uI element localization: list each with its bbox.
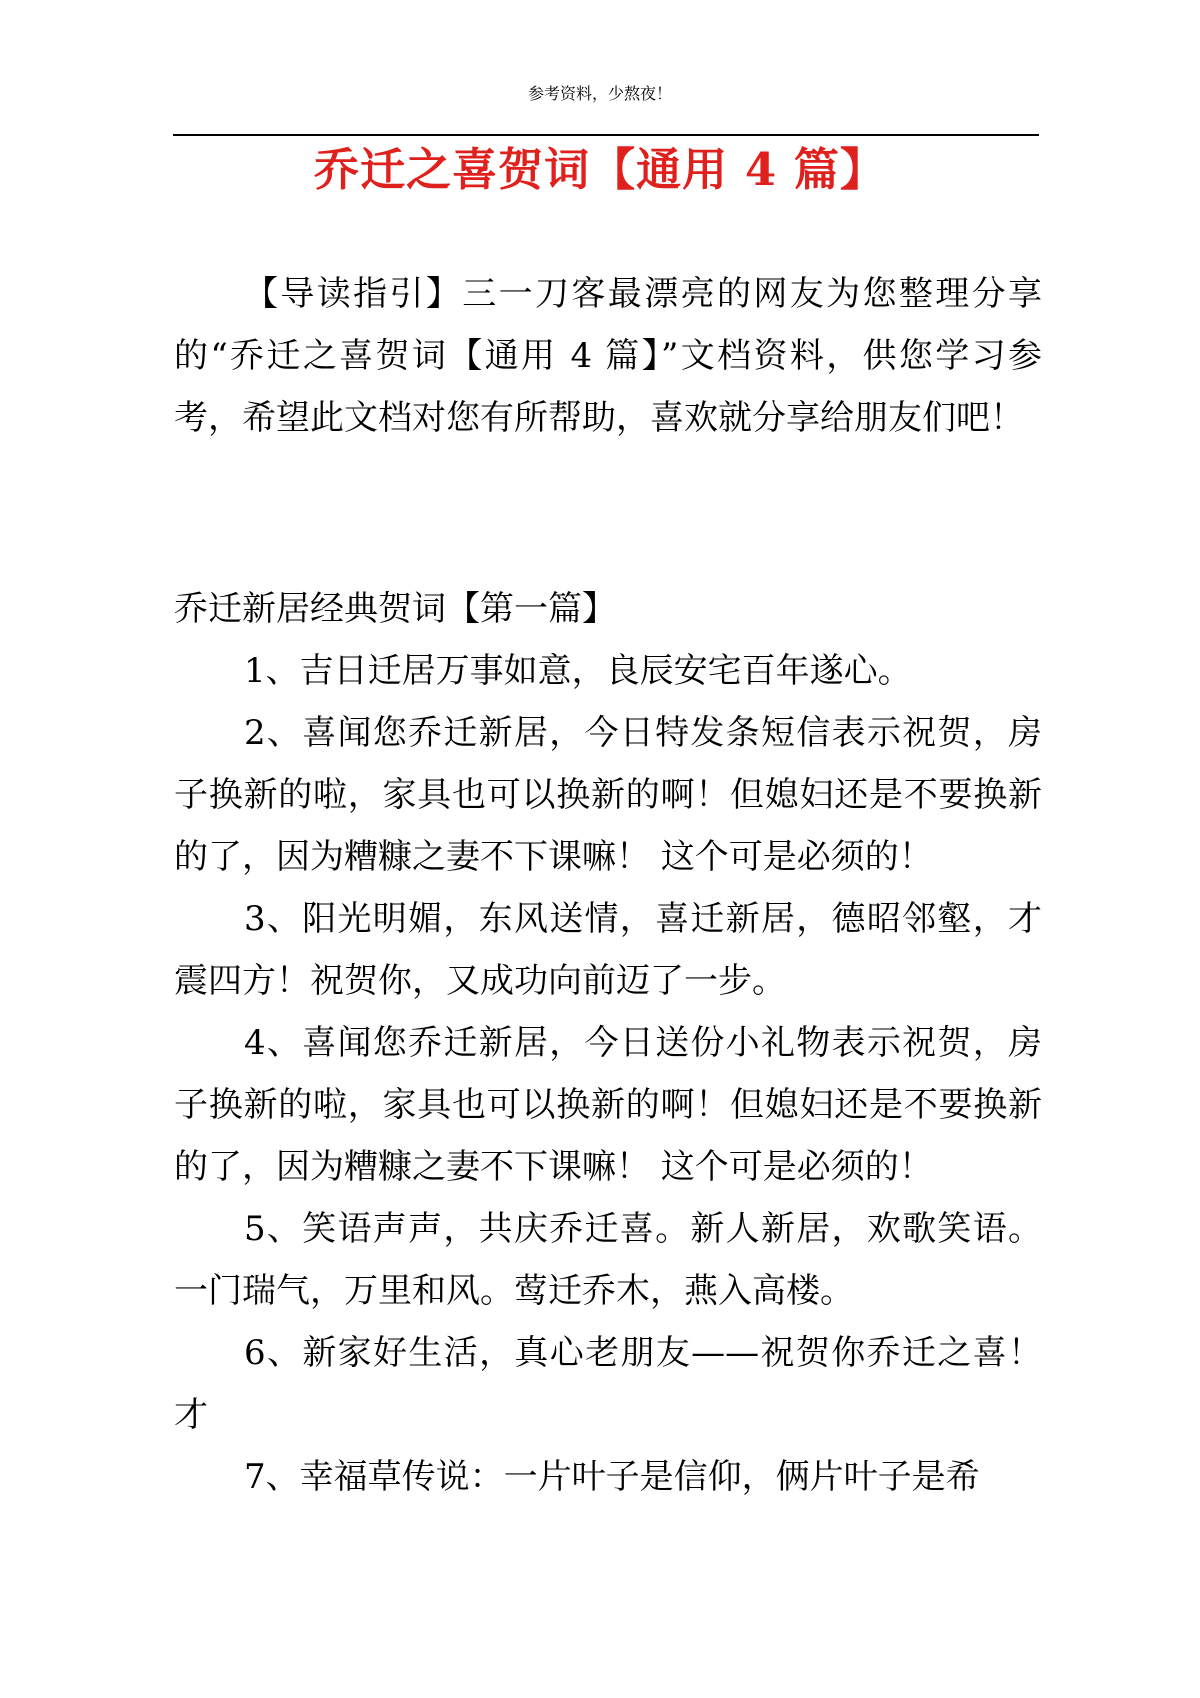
list-item: 1、吉日迁居万事如意，良辰安宅百年遂心。 [244, 651, 912, 691]
section-heading: 乔迁新居经典贺词【第一篇】 [174, 589, 616, 629]
header-note: 参考资料，少熬夜！ [527, 84, 672, 103]
document-title: 乔迁之喜贺词【通用 4 篇】 [314, 143, 886, 196]
section-first [174, 578, 1042, 1508]
intro-paragraph: 【导读指引】三一刀客最漂亮的网友为您整理分享的“乔迁之喜贺词【通用 4 篇】”文档资料，供您学习参考，希望此文档对您有所帮助，喜欢就分享给朋友们吧！ [174, 274, 1042, 438]
intro-block [174, 263, 1042, 449]
list-item: 7、幸福草传说：一片叶子是信仰，俩片叶子是希 [244, 1457, 980, 1497]
header-divider [173, 134, 1039, 136]
list-item: 3、阳光明媚，东风送情，喜迁新居，德昭邻壑，才震四方！祝贺你，又成功向前迈了一步。 [174, 899, 1042, 1001]
list-item: 5、笑语声声，共庆乔迁喜。新人新居，欢歌笑语。一门瑞气，万里和风。莺迁乔木，燕入高楼。 [174, 1209, 1042, 1311]
list-item: 6、新家好生活，真心老朋友——祝贺你乔迁之喜！才 [174, 1333, 1042, 1435]
list-item: 4、喜闻您乔迁新居，今日送份小礼物表示祝贺，房子换新的啦，家具也可以换新的啊！但媳妇还是不要换新的了，因为糟糠之妻不下课嘛！ 这个可是必须的！ [174, 1023, 1042, 1187]
list-item: 2、喜闻您乔迁新居，今日特发条短信表示祝贺，房子换新的啦，家具也可以换新的啊！但媳妇还是不要换新的了，因为糟糠之妻不下课嘛！ 这个可是必须的！ [174, 713, 1042, 877]
